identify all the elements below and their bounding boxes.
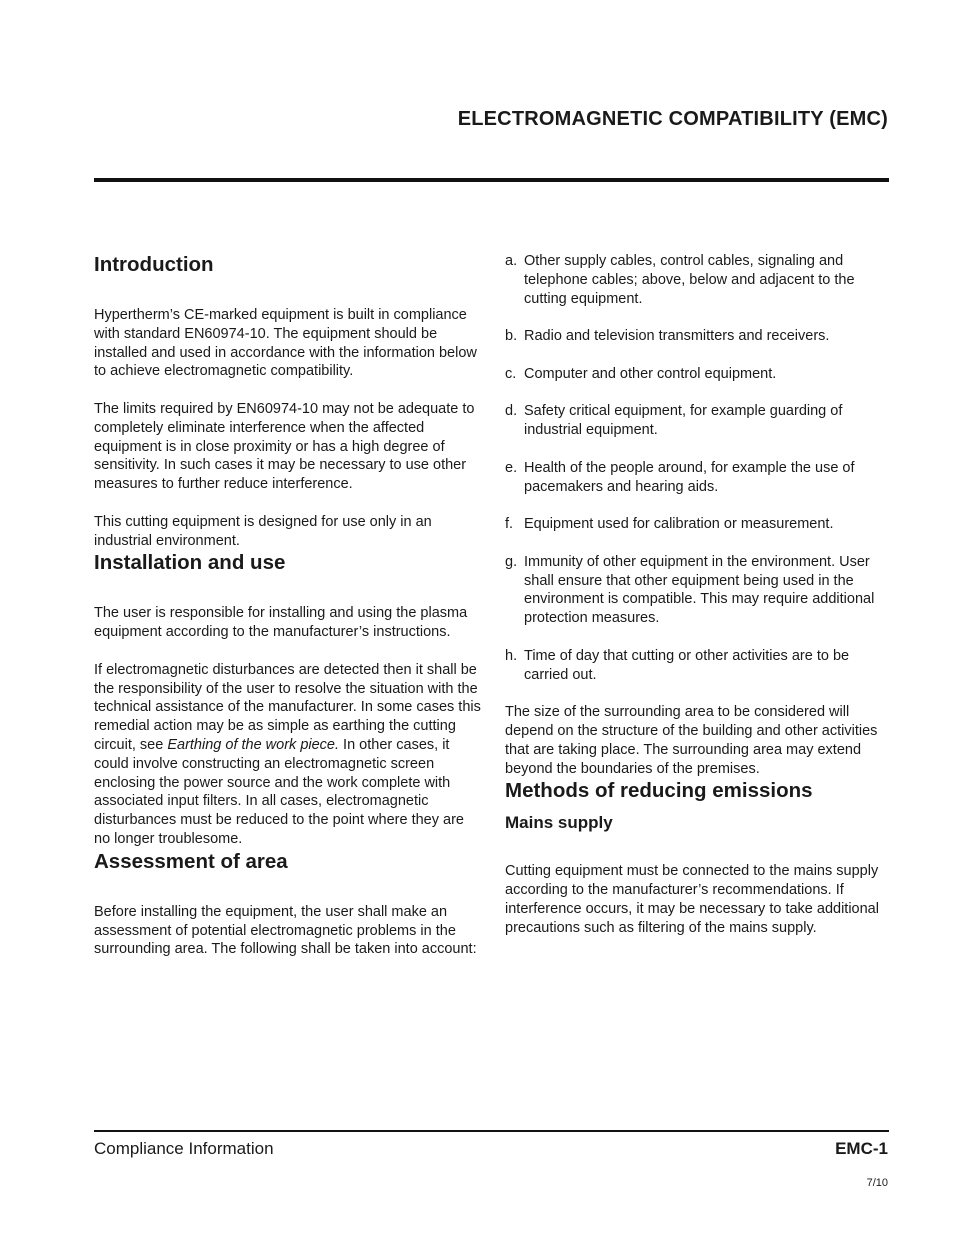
list-marker: g. [505, 553, 518, 570]
revision-date: 7/10 [866, 1177, 888, 1189]
list-item-text: Time of day that cutting or other activities are to be carried out. [524, 647, 850, 683]
left-column [94, 252, 484, 959]
mains-supply-paragraph: Cutting equipment must be connected to the mains supply according to the manufacturer’s recommendations. If interference occurs, it may be necessary to take additional precautions such as filtering of the mains supply. [505, 863, 879, 936]
introduction-heading: Introduction [94, 253, 214, 276]
assessment-list [505, 252, 893, 684]
installation-paragraph-1: The user is responsible for installing and using the plasma equipment according to the manufacturer’s instructions. [94, 605, 468, 641]
right-column [505, 252, 893, 938]
footer-section-title: Compliance Information [94, 1139, 274, 1158]
installation-paragraph-2-part-a: If electromagnetic disturbances are detected then it shall be the responsibility of the user to resolve the situation with the technical assistance of the manufacturer. In some cases this remedial action may be as simple as earthing the cutting circuit, see [94, 661, 481, 753]
installation-paragraph-2-part-b: In other cases, it could involve constructing an electromagnetic screen enclosing the power source and the work complete with associated input filters. In all cases, electromagnetic disturbances must be reduced to the point where they are no longer troublesome. [94, 736, 464, 847]
earthing-reference: Earthing of the work piece. [167, 736, 340, 753]
list-item [505, 402, 893, 440]
list-marker: b. [505, 328, 518, 345]
footer-divider [94, 1130, 889, 1132]
list-item [505, 459, 893, 497]
introduction-paragraph-2: The limits required by EN60974-10 may not be adequate to completely eliminate interference when the affected equipment is in close proximity or has a high degree of sensitivity. In such cases it may be necessary to use other measures to further reduce interference. [94, 400, 475, 493]
mains-supply-subheading: Mains supply [505, 813, 613, 833]
list-item-text: Computer and other control equipment. [524, 365, 777, 382]
list-item [505, 647, 893, 685]
list-item-text: Equipment used for calibration or measurement. [524, 516, 834, 533]
list-item [505, 327, 893, 346]
list-marker: f. [505, 516, 514, 533]
list-item-text: Immunity of other equipment in the environment. User shall ensure that other equipment being used in the environment is compatible. This may require additional protection measures. [524, 553, 875, 627]
footer-page-number: EMC-1 [835, 1139, 888, 1158]
list-marker: c. [505, 365, 517, 382]
assessment-paragraph-1: Before installing the equipment, the user shall make an assessment of potential electromagnetic problems in the surrounding area. The following shall be taken into account: [94, 903, 477, 958]
list-item [505, 365, 893, 384]
installation-paragraph-2 [94, 661, 484, 849]
installation-heading: Installation and use [94, 551, 286, 575]
list-item-text: Health of the people around, for example the use of pacemakers and hearing aids. [524, 459, 855, 495]
list-marker: h. [505, 647, 518, 664]
list-item-text: Safety critical equipment, for example guarding of industrial equipment. [524, 403, 843, 439]
list-marker: e. [505, 459, 518, 476]
list-item [505, 252, 893, 308]
methods-heading: Methods of reducing emissions [505, 779, 813, 803]
header-divider [94, 178, 889, 182]
introduction-paragraph-3: This cutting equipment is designed for use only in an industrial environment. [94, 513, 432, 549]
list-item [505, 515, 893, 534]
surrounding-area-paragraph: The size of the surrounding area to be considered will depend on the structure of the building and other activities that are taking place. The surrounding area may extend beyond the boundaries of the premises. [505, 704, 878, 777]
list-item [505, 553, 893, 628]
list-marker: d. [505, 403, 518, 420]
list-marker: a. [505, 253, 518, 269]
page-header-title: ELECTROMAGNETIC COMPATIBILITY (EMC) [457, 108, 888, 130]
list-item-text: Other supply cables, control cables, signaling and telephone cables; above, below and adjacent to the cutting equipment. [524, 253, 855, 307]
assessment-heading: Assessment of area [94, 849, 288, 873]
list-item-text: Radio and television transmitters and receivers. [524, 328, 830, 345]
introduction-paragraph-1: Hypertherm’s CE-marked equipment is built in compliance with standard EN60974-10. The equipment should be installed and used in accordance with the information below to achieve electromagnetic compatibility. [94, 307, 477, 380]
